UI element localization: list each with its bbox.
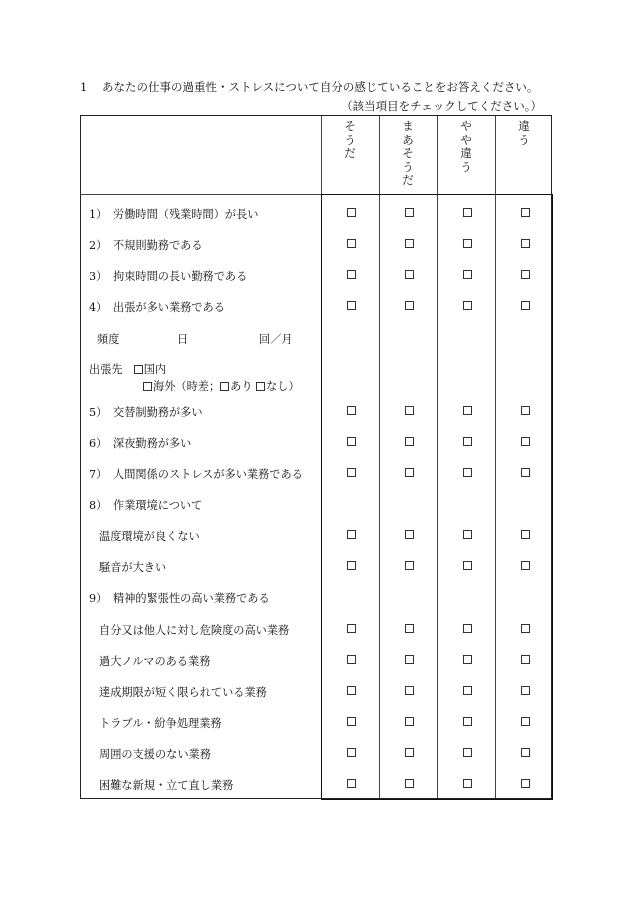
checkbox-sou-da[interactable] <box>347 301 356 310</box>
checkbox-maa-sou-da[interactable] <box>405 208 414 217</box>
question-row <box>81 432 553 452</box>
row-label: 自分又は他人に対し危険度の高い業務 <box>99 624 290 637</box>
checkbox-chigau[interactable] <box>521 748 530 757</box>
checkbox-jetlag-no[interactable] <box>256 382 265 391</box>
trip-frequency-label: 頻度 <box>97 333 120 346</box>
row-label: 周囲の支援のない業務 <box>99 748 211 761</box>
checkbox-sou-da[interactable] <box>347 561 356 570</box>
checkbox-yaya-chigau[interactable] <box>463 239 472 248</box>
checkbox-sou-da[interactable] <box>347 686 356 695</box>
checkbox-yaya-chigau[interactable] <box>463 655 472 664</box>
question-row <box>81 681 553 701</box>
row-label: 騒音が大きい <box>99 561 167 574</box>
row-label: 4） 出張が多い業務である <box>89 301 225 314</box>
column-header-sou-da: そうだ <box>344 119 356 161</box>
row-label: 温度環境が良くない <box>99 530 200 543</box>
domestic-label: 国内 <box>143 363 167 376</box>
row-label: 9） 精神的緊張性の高い業務である <box>89 592 270 605</box>
question-instruction: （該当項目をチェックしてください。） <box>341 99 542 113</box>
checkbox-yaya-chigau[interactable] <box>463 468 472 477</box>
checkbox-yaya-chigau[interactable] <box>463 406 472 415</box>
checkbox-sou-da[interactable] <box>347 270 356 279</box>
checkbox-chigau[interactable] <box>521 301 530 310</box>
checkbox-sou-da[interactable] <box>347 655 356 664</box>
row-label: 困難な新規・立て直し業務 <box>99 779 234 792</box>
checkbox-maa-sou-da[interactable] <box>405 561 414 570</box>
checkbox-domestic[interactable] <box>134 365 143 374</box>
checkbox-yaya-chigau[interactable] <box>463 624 472 633</box>
column-header-chigau: 違 う <box>518 119 542 147</box>
checkbox-maa-sou-da[interactable] <box>405 779 414 788</box>
question-row <box>81 463 553 483</box>
checkbox-yaya-chigau[interactable] <box>463 270 472 279</box>
question-row <box>81 556 553 576</box>
row-label: 7） 人間関係のストレスが多い業務である <box>89 468 303 481</box>
row-label: 3） 拘束時間の長い勤務である <box>89 270 248 283</box>
question-text: あなたの仕事の過重性・ストレスについて自分の感じていることをお答えください。 <box>102 80 539 94</box>
checkbox-maa-sou-da[interactable] <box>405 655 414 664</box>
question-row <box>81 203 553 223</box>
checkbox-yaya-chigau[interactable] <box>463 208 472 217</box>
checkbox-maa-sou-da[interactable] <box>405 301 414 310</box>
section-heading-row <box>81 587 553 607</box>
question-row <box>81 650 553 670</box>
question-row <box>81 525 553 545</box>
checkbox-jetlag-yes[interactable] <box>220 382 229 391</box>
column-header-maa-sou-da: まあそうだ <box>402 119 414 188</box>
overseas-label: 海外 <box>153 380 176 393</box>
checkbox-chigau[interactable] <box>521 239 530 248</box>
jetlag-yes-label: あり <box>230 380 253 393</box>
checkbox-maa-sou-da[interactable] <box>405 717 414 726</box>
checkbox-yaya-chigau[interactable] <box>463 748 472 757</box>
checkbox-maa-sou-da[interactable] <box>405 437 414 446</box>
checkbox-yaya-chigau[interactable] <box>463 561 472 570</box>
checkbox-yaya-chigau[interactable] <box>463 717 472 726</box>
question-row <box>81 234 553 254</box>
checkbox-sou-da[interactable] <box>347 624 356 633</box>
checkbox-sou-da[interactable] <box>347 406 356 415</box>
checkbox-chigau[interactable] <box>521 561 530 570</box>
row-label: 2） 不規則勤務である <box>89 239 203 252</box>
checkbox-overseas[interactable] <box>143 382 152 391</box>
checkbox-chigau[interactable] <box>521 208 530 217</box>
question-title <box>80 79 538 95</box>
question-row <box>81 712 553 732</box>
checkbox-sou-da[interactable] <box>347 437 356 446</box>
checkbox-chigau[interactable] <box>521 717 530 726</box>
question-row <box>81 774 553 794</box>
checkbox-sou-da[interactable] <box>347 208 356 217</box>
checkbox-maa-sou-da[interactable] <box>405 624 414 633</box>
checkbox-chigau[interactable] <box>521 437 530 446</box>
row-label: 8） 作業環境について <box>89 499 203 512</box>
question-row <box>81 296 553 316</box>
checkbox-maa-sou-da[interactable] <box>405 748 414 757</box>
question-row <box>81 265 553 285</box>
checkbox-maa-sou-da[interactable] <box>405 686 414 695</box>
questionnaire-table <box>80 115 552 799</box>
row-label: 6） 深夜勤務が多い <box>89 437 192 450</box>
question-row <box>81 743 553 763</box>
row-label: 5） 交替制勤務が多い <box>89 406 203 419</box>
checkbox-sou-da[interactable] <box>347 717 356 726</box>
checkbox-chigau[interactable] <box>521 530 530 539</box>
checkbox-chigau[interactable] <box>521 779 530 788</box>
question-row <box>81 401 553 421</box>
checkbox-yaya-chigau[interactable] <box>463 437 472 446</box>
checkbox-yaya-chigau[interactable] <box>463 301 472 310</box>
column-header-yaya-chigau: やや違う <box>460 119 472 174</box>
trip-destination-label: 出張先 <box>89 363 123 376</box>
section-heading-row <box>81 494 553 514</box>
checkbox-sou-da[interactable] <box>347 468 356 477</box>
row-label: 達成期限が短く限られている業務 <box>99 686 267 699</box>
trip-times-unit: 回／月 <box>259 333 293 346</box>
trip-overseas <box>143 378 300 394</box>
row-label: 過大ノルマのある業務 <box>99 655 211 668</box>
checkbox-sou-da[interactable] <box>347 748 356 757</box>
checkbox-chigau[interactable] <box>521 406 530 415</box>
checkbox-chigau[interactable] <box>521 655 530 664</box>
checkbox-maa-sou-da[interactable] <box>405 270 414 279</box>
question-row <box>81 619 553 639</box>
checkbox-yaya-chigau[interactable] <box>463 779 472 788</box>
checkbox-maa-sou-da[interactable] <box>405 239 414 248</box>
checkbox-chigau[interactable] <box>521 686 530 695</box>
checkbox-maa-sou-da[interactable] <box>405 530 414 539</box>
checkbox-maa-sou-da[interactable] <box>405 468 414 477</box>
checkbox-chigau[interactable] <box>521 624 530 633</box>
checkbox-sou-da[interactable] <box>347 239 356 248</box>
row-label: トラブル・紛争処理業務 <box>99 717 222 730</box>
row-label: 1） 労働時間（残業時間）が長い <box>89 208 259 221</box>
checkbox-yaya-chigau[interactable] <box>463 686 472 695</box>
jetlag-label: （時差； <box>175 380 221 393</box>
checkbox-maa-sou-da[interactable] <box>405 406 414 415</box>
question-number: 1 <box>80 80 88 94</box>
trip-destination <box>89 361 166 377</box>
jetlag-no-label: なし） <box>266 380 300 393</box>
checkbox-sou-da[interactable] <box>347 779 356 788</box>
checkbox-chigau[interactable] <box>521 270 530 279</box>
checkbox-yaya-chigau[interactable] <box>463 530 472 539</box>
checkbox-chigau[interactable] <box>521 468 530 477</box>
trip-day-unit: 日 <box>177 333 189 346</box>
checkbox-sou-da[interactable] <box>347 530 356 539</box>
